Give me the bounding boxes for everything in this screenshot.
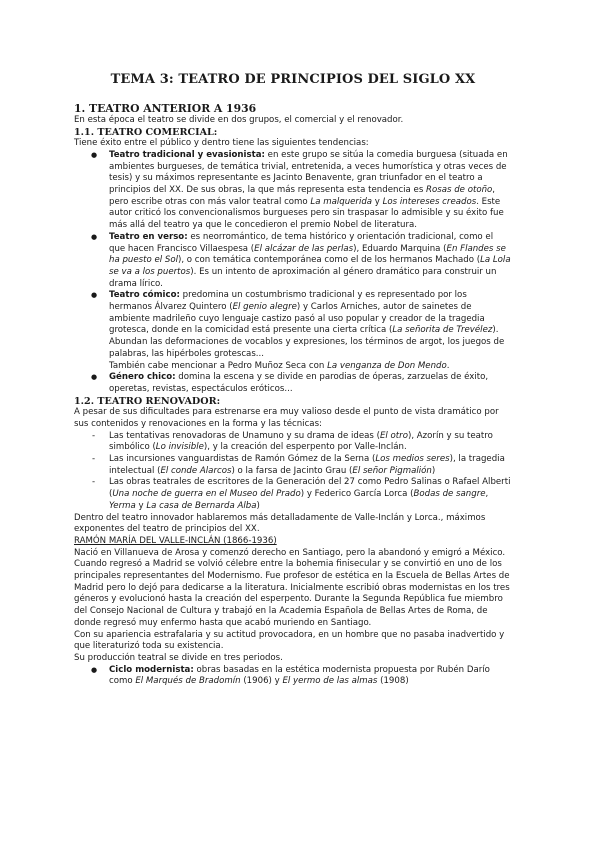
list-item-teatro-verso xyxy=(109,232,512,291)
item-text: ) o la farsa de Jacinto Grau ( xyxy=(231,465,353,476)
work-title: La casa de Bernarda Alba xyxy=(146,500,257,511)
item-text: y xyxy=(135,500,147,511)
section-1-heading: 1. TEATRO ANTERIOR A 1936 xyxy=(74,102,257,115)
work-title: En Flandes se ha puesto el Sol xyxy=(109,243,506,266)
item-text: ) y Federico García Lorca ( xyxy=(300,489,414,500)
item-text: ) xyxy=(256,500,260,511)
item-label: Teatro tradicional y evasionista: xyxy=(109,149,265,160)
work-title: Rosas de otoño xyxy=(426,185,493,196)
list-item-genero-chico xyxy=(109,372,512,395)
item-text: en este grupo se sitúa la comedia burguesa (situada en ambientes burgueses, de temática trivial, entretenida, a veces humorística y otras veces de tesis) y su máximos representante es Jacinto Benavente, gran triunfador en el teatro a principios del XX. De sus obras, la que más representa esta tendencia es xyxy=(109,149,508,196)
work-title: Bodas de sangre xyxy=(413,489,486,500)
work-title: La Lola se va a los puertos xyxy=(109,255,511,277)
work-title: La venganza de Don Mendo xyxy=(327,360,447,371)
item-text: ), Eduardo Marquina ( xyxy=(353,243,447,254)
section-1-1-intro: Tiene éxito entre el público y dentro tiene las siguientes tendencias: xyxy=(74,138,369,149)
item-label: Ciclo modernista: xyxy=(109,664,194,675)
item-text: . xyxy=(446,360,450,371)
section-1-2-intro: A pesar de sus dificultades para estrenarse era muy valioso desde el punto de vista dramático por sus contenidos y renovaciones en la forma y las técnicas: xyxy=(74,407,499,429)
work-title: Yerma xyxy=(109,500,136,511)
valle-inclan-bio: Nació en Villanueva de Arosa y comenzó derecho en Santiago, pero la abandonó y emigró a México. Cuando regresó a Madrid se volvió célebre entre la bohemia finisecular y se convirtió en uno de los principales representantes del Modernismo. Fue profesor de estética en la Escuela de Bellas Artes de Madrid pero lo dejó para dedicarse a la literatura. Inicialmente escribió obras modernistas en los tres géneros y evolucionó hasta la creación del esperpento. Durante la Segunda República fue miembro del Consejo Nacional de Cultura y trabajó en la Academia Española de Bellas Artes de Roma, de donde regresó muy enfermo hasta que acabó muriendo en Santiago. xyxy=(74,547,510,628)
work-title: El Marqués de Bradomín xyxy=(135,676,241,687)
item-text: domina la escena y se divide en parodias de óperas, zarzuelas de éxito, operetas, revistas, espectáculos eróticos... xyxy=(109,372,489,394)
item-text: ) y Carlos Arniches, autor de sainetes de ambiente madrileño cuyo lenguaje castizo pasó al uso popular y creador de la tragedia grotesca, donde en la comicidad está presente una cierta crítica ( xyxy=(109,302,485,336)
item-text: ), o con temática contemporánea como el de los hermanos Machado ( xyxy=(177,255,481,266)
item-text: predomina un costumbrismo tradicional y es representado por los hermanos Álvarez Quintero ( xyxy=(109,290,467,313)
valle-inclan-personality: Con su apariencia estrafalaria y su actitud provocadora, en un hombre que no pasaba inadvertido y que literaturizó toda su existencia. xyxy=(74,629,505,652)
list-item-unamuno-azorin xyxy=(109,431,512,454)
item-text: es neorromántico, de tema histórico y orientación tradicional, como el que hacen Francisco Villaespesa ( xyxy=(109,231,494,254)
valle-inclan-heading: RAMÓN MARÍA DEL VALLE-INCLÁN (1866-1936) xyxy=(74,535,277,546)
item-text: ). Abundan las deformaciones de vocablos y expresiones, los términos de argot, los juegos de palabras, las hipérboles grotescas... xyxy=(109,325,505,359)
document-title: TEMA 3: TEATRO DE PRINCIPIOS DEL SIGLO XX xyxy=(110,72,476,87)
item-text: ), Azorín y su teatro simbólico ( xyxy=(109,430,493,453)
item-text: Las incursiones vanguardistas de Ramón Gómez de la Serna ( xyxy=(109,453,376,464)
work-title: El yermo de las almas xyxy=(282,676,378,687)
work-title: La señorita de Trevélez xyxy=(392,325,493,336)
work-title: El conde Alarcos xyxy=(160,465,232,476)
work-title: Los intereses creados xyxy=(382,196,477,207)
valle-inclan-periods-intro: Su producción teatral se divide en tres periodos. xyxy=(74,652,283,663)
valle-periods-list xyxy=(74,665,512,688)
work-title: Una noche de guerra en el Museo del Prado xyxy=(112,489,301,500)
section-1-intro: En esta época el teatro se divide en dos grupos, el comercial y el renovador. xyxy=(74,115,404,125)
work-title: El genio alegre xyxy=(232,302,297,313)
item-label: Género chico: xyxy=(109,372,176,383)
list-item-generacion-27 xyxy=(109,477,512,512)
item-text: , xyxy=(485,489,489,500)
section-1-2-outro: Dentro del teatro innovador hablaremos más detalladamente de Valle-Inclán y Lorca., máximos exponentes del teatro de principios del XX. xyxy=(74,512,486,535)
item-text: ), la tragedia intelectual ( xyxy=(109,453,505,476)
renovador-list xyxy=(74,431,512,513)
list-item-vanguardistas xyxy=(109,454,512,477)
item-text: obras basadas en la estética modernista propuesta por Rubén Darío como xyxy=(109,664,490,687)
item-text: ), y la creación del esperpento por Valle-Inclán. xyxy=(203,442,407,453)
work-title: El otro xyxy=(380,430,408,441)
item-text: , pero escribe otras con más valor teatral como xyxy=(109,185,496,207)
item-text: También cabe mencionar a Pedro Muñoz Seca con xyxy=(109,360,328,371)
item-text: (1908) xyxy=(377,676,409,687)
item-label: Teatro cómico: xyxy=(109,290,180,301)
list-item-teatro-comico xyxy=(109,290,512,372)
work-title: Los medios seres xyxy=(375,453,450,464)
item-text: ) xyxy=(431,465,436,476)
item-text: y xyxy=(372,196,383,207)
work-title: Lo invisible xyxy=(155,442,204,453)
work-title: La malquerida xyxy=(310,196,373,207)
work-title: El alcázar de las perlas xyxy=(254,243,354,254)
list-item-teatro-tradicional xyxy=(109,150,512,232)
list-item-ciclo-modernista xyxy=(109,665,512,688)
section-1-1-heading: 1.1. TEATRO COMERCIAL: xyxy=(74,126,218,138)
work-title: El señor Pigmalión xyxy=(352,465,432,476)
item-text: Las tentativas renovadoras de Unamuno y su drama de ideas ( xyxy=(109,430,380,441)
section-1-2-heading: 1.2. TEATRO RENOVADOR: xyxy=(74,395,221,407)
item-text: . Este autor criticó los convencionalismos burgueses pero sin traspasar lo admisible y su éxito fue más allá del teatro ya que le concedieron el premio Nobel de literatura. xyxy=(109,196,504,231)
item-text: Las obras teatrales de escritores de la Generación del 27 como Pedro Salinas o Rafael Alberti ( xyxy=(109,477,511,500)
item-label: Teatro en verso: xyxy=(109,231,188,242)
item-text: ). Es un intento de aproximación al género dramático para construir un drama lírico. xyxy=(109,266,497,289)
comercial-tendencies-list xyxy=(74,150,512,396)
item-text: (1906) y xyxy=(240,676,283,687)
